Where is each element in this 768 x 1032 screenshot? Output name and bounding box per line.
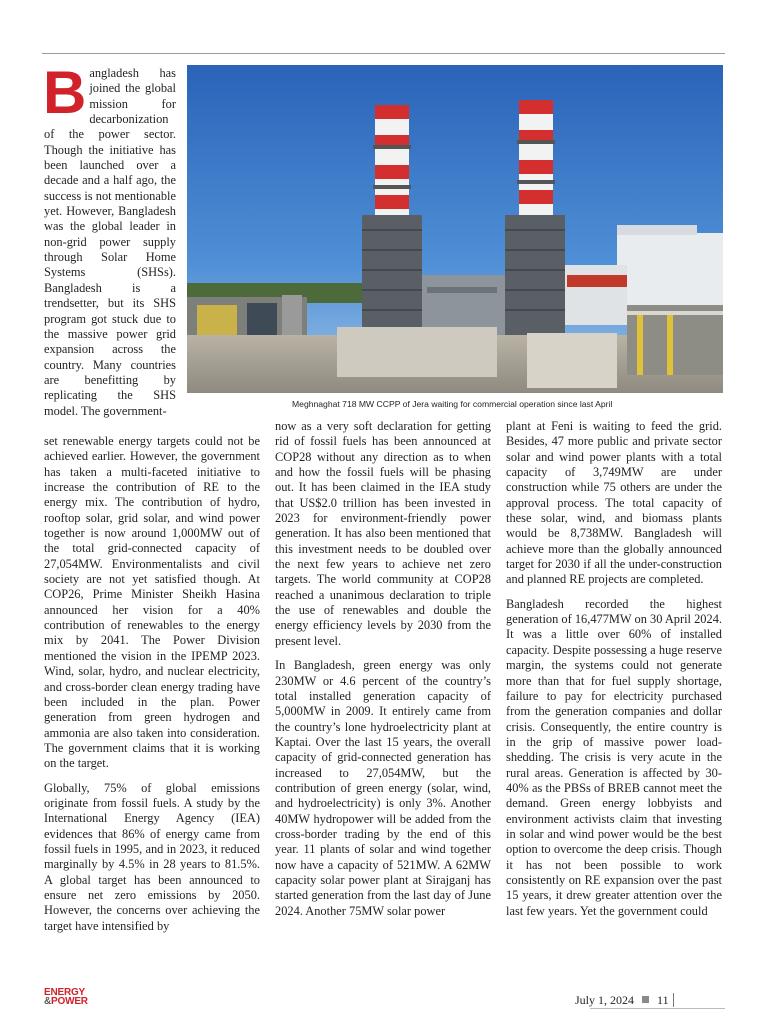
column-2 bbox=[275, 419, 491, 928]
power-plant-photo bbox=[187, 65, 723, 393]
column-1-lead bbox=[43, 59, 176, 419]
paragraph: Globally, 75% of global emissions originate from fossil fuels. A study by the International Energy Agency (IEA) evidences that 86% of energy came from fossil fuels in 1995, and in 2023, it reduced marginally by 4.5% in 28 years to 81.5%. A global target has been announced to ensure net zero emissions by 2050. However, the concerns over achieving the target have intensified by bbox=[44, 780, 260, 933]
folio bbox=[575, 993, 674, 1008]
issue-date: July 1, 2024 bbox=[575, 993, 635, 1007]
column-1 bbox=[44, 434, 260, 943]
page-number: 11 bbox=[657, 993, 669, 1007]
logo-ampersand: & bbox=[44, 996, 52, 1007]
paragraph: set renewable energy targets could not be achieved earlier. However, the government has taken a multi-faceted initiative to increase the contribution of RE to the energy mix. The contribution of hydro, rooftop solar, grid solar, and wind power together is now around 1,000MW out of the total grid-connected capacity of 27,054MW. Environmentalists and civil society are not yet satisfied though. At COP26, Prime Minister Sheikh Hasina announced her vision for a 40% contribution of renewables to the energy mix by 2041. The Power Division mentioned the vision in the IPEMP 2023. Wind, solar, hydro, and nuclear electricity, and cross-border clean energy trading have been included in the plan. Power generation from green hydrogen and ammonia are also taken into consideration. The government claims that it is working on the target. bbox=[44, 434, 260, 771]
logo-line-1: ENERGY bbox=[44, 987, 86, 998]
paragraph: Bangladesh recorded the highest generation of 16,477MW on 30 April 2024. It was a little over 60% of installed capacity. Despite possessing a huge reserve margin, the systems could not generate more than that for fuel supply shortage, failure to pay for electricity purchased from the generation companies and dollar crisis. Consequently, the entire country is in the grip of massive power load-shedding. The crisis is very acute in the rural areas. Generation is affected by 30-40% as the PBSs of BREB cannot meet the demand. Green energy lobbyists and environment activists claim that investing in solar and wind power would be the best option to overcome the deep crisis. Though it has not been possible to work consistently on RE expansion over the past 15 years, it drew greater attention over the last few years. Yet the government could bbox=[506, 596, 722, 918]
energy-power-logo bbox=[44, 988, 88, 1006]
square-separator-icon bbox=[642, 996, 649, 1003]
photo-caption: Meghnaghat 718 MW CCPP of Jera waiting for commercial operation since last April bbox=[292, 399, 613, 409]
footer-rule bbox=[590, 1008, 725, 1009]
logo-line-2 bbox=[44, 997, 88, 1006]
header-rule bbox=[42, 53, 725, 54]
paragraph: plant at Feni is waiting to feed the grid. Besides, 47 more public and private sector solar and wind power plants with a total capacity of 3,749MW are under construction while 75 others are under the approval process. The total capacity of these solar, wind, and biomass plants would be 8,738MW. Bangladesh will achieve more than the globally announced target for 2030 if all the under-construction and planned RE projects are completed. bbox=[506, 419, 722, 587]
paragraph: now as a very soft declaration for getting rid of fossil fuels has been announced at COP28 without any direction as to when and how the fossil fuels will be phasing out. It has been claimed in the IEA study that US$2.0 trillion has been invested in 2023 for environment-friendly power generation. It has also been mentioned that this investment needs to be doubled over the next few years to achieve net zero targets. The world community at COP28 reached a unanimous declaration to triple the use of renewables and double the energy efficiency levels by 2030 from the present level. bbox=[275, 419, 491, 648]
logo-line-2-text: POWER bbox=[51, 996, 88, 1007]
column-3 bbox=[506, 419, 722, 928]
drop-cap: B bbox=[43, 59, 87, 126]
folio-bar bbox=[673, 993, 674, 1007]
paragraph: In Bangladesh, green energy was only 230MW or 4.6 percent of the country’s total installed generation capacity of 5,000MW in 2009. It entirely came from the country’s lone hydroelectricity plant at Kaptai. Over the last 15 years, the overall capacity of grid-connected generation has increased to 27,054MW, but the contribution of green energy (solar, wind, and hydroelectricity) is only 3%. Another 40MW hydropower will be added from the cross-border trading by the end of this year. 11 plants of solar and wind together now have a capacity of 521MW. A 62MW capacity solar power plant at Sirajganj has started generation from the last day of June 2024. Another 75MW solar power bbox=[275, 658, 491, 918]
lead-text: angladesh has joined the global mission for decarbonization of the power sector. Though the initiative has been launched over a decade and a half ago, the success is not mentionable yet. However, Bangladesh was the global leader in non-grid power supply through Solar Home Systems (SHSs). Bangladesh is a trendsetter, but its SHS program got stuck due to the massive power grid expansion across the country. Many countries are benefitting by replicating the SHS model. The government- bbox=[44, 66, 176, 418]
